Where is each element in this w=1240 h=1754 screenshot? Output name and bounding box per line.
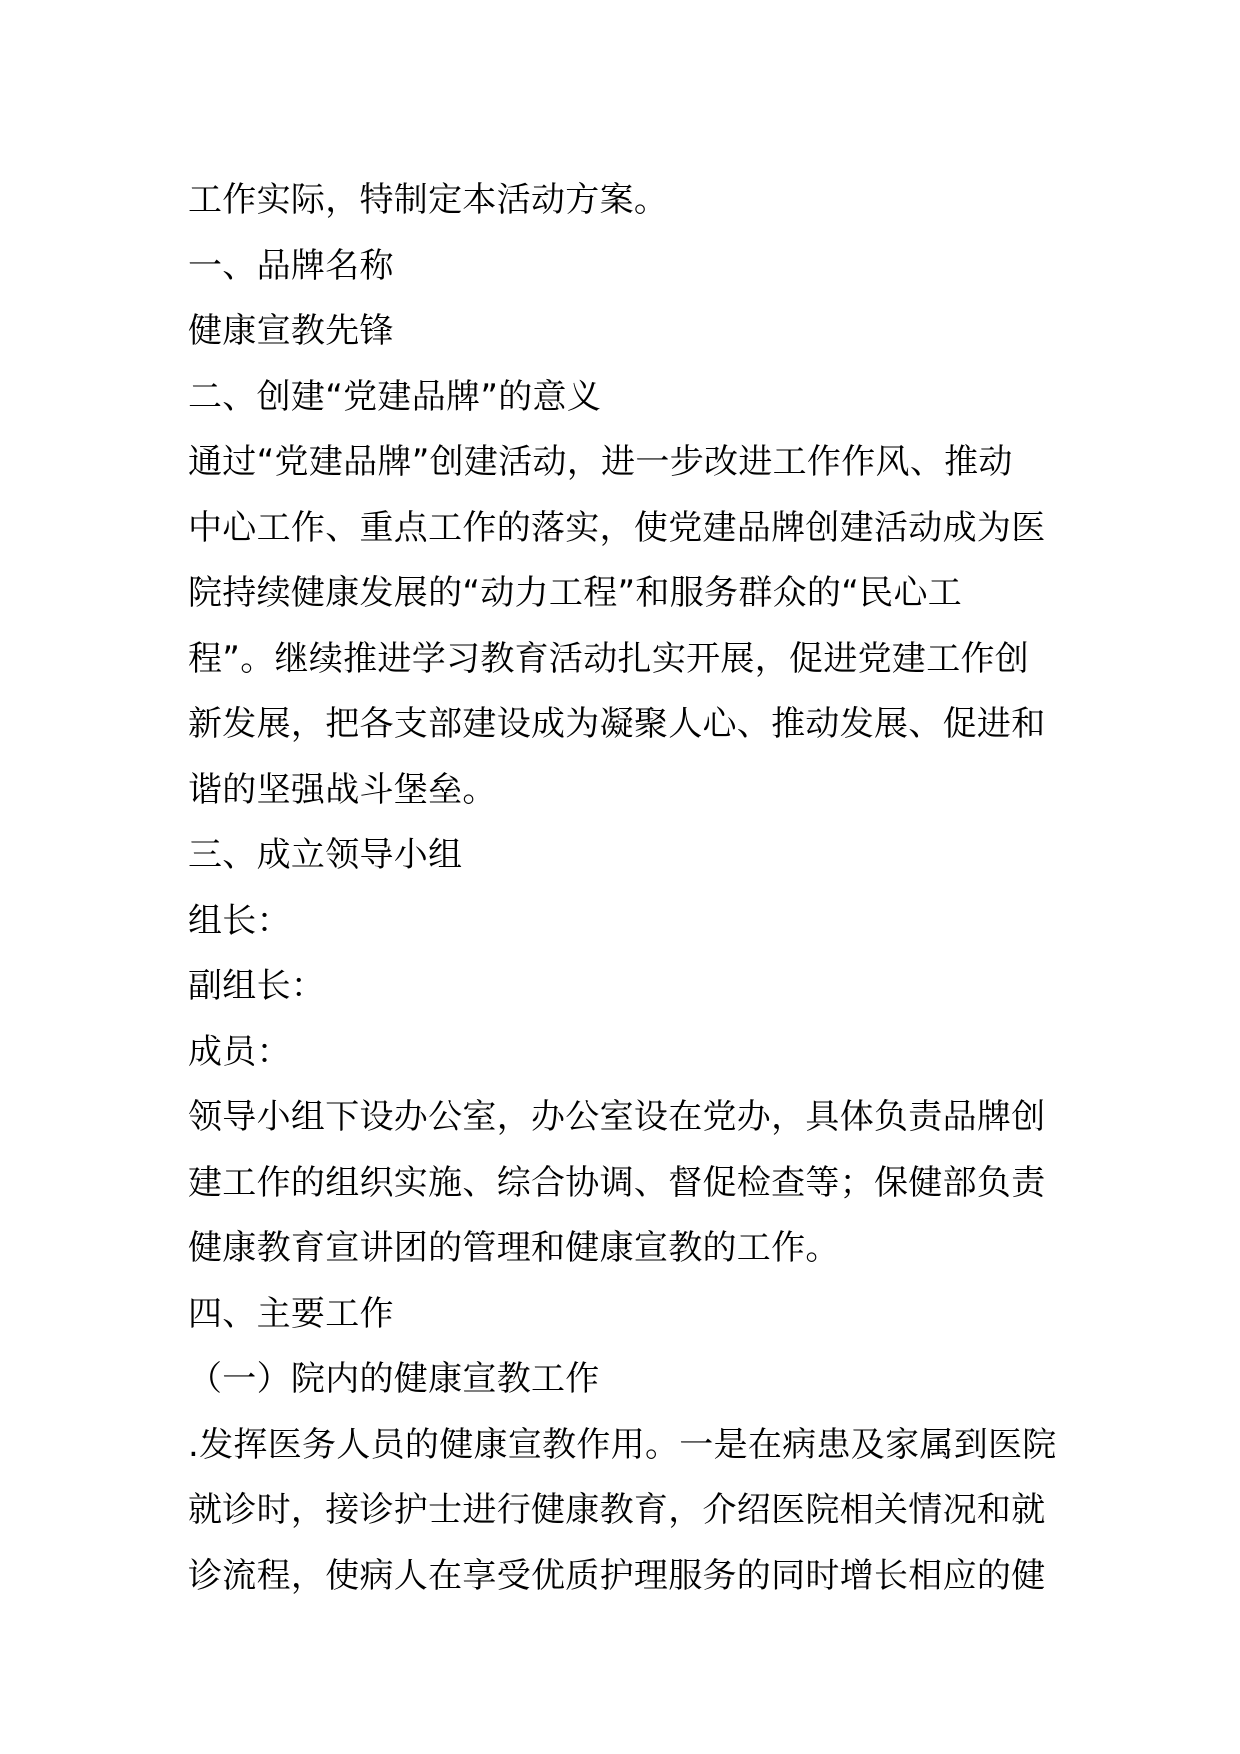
body-text-line: 程”。继续推进学习教育活动扎实开展，促进党建工作创 xyxy=(188,638,1030,679)
body-text-line: 工作实际，特制定本活动方案。 xyxy=(188,180,669,220)
body-text-line: 建工作的组织实施、综合协调、督促检查等；保健部负责 xyxy=(188,1162,1046,1203)
body-text-line: .发挥医务人员的健康宣教作用。一是在病患及家属到医院 xyxy=(188,1424,1057,1465)
body-text-line: 新发展，把各支部建设成为凝聚人心、推动发展、促进和 xyxy=(188,704,1046,744)
section-heading-main-work: 四、主要工作 xyxy=(188,1293,394,1334)
body-text-line: 院持续健康发展的“动力工程”和服务群众的“民心工 xyxy=(188,573,963,613)
members-label: 成员： xyxy=(188,1031,291,1072)
body-text-line: 领导小组下设办公室，办公室设在党办，具体负责品牌创 xyxy=(188,1097,1046,1137)
section-heading-brand-name: 一、品牌名称 xyxy=(188,245,394,286)
document-page xyxy=(188,168,1068,1609)
deputy-leader-label: 副组长： xyxy=(188,966,326,1006)
body-text-line: 诊流程，使病人在享受优质护理服务的同时增长相应的健 xyxy=(188,1555,1046,1596)
body-text-line: 就诊时，接诊护士进行健康教育，介绍医院相关情况和就 xyxy=(188,1490,1046,1530)
body-text-line: 谐的坚强战斗堡垒。 xyxy=(188,769,497,810)
body-text-line: 中心工作、重点工作的落实，使党建品牌创建活动成为医 xyxy=(188,507,1046,548)
section-heading-leadership-group: 三、成立领导小组 xyxy=(188,835,463,875)
subsection-heading-in-hospital: （一）院内的健康宣教工作 xyxy=(188,1359,600,1399)
group-leader-label: 组长： xyxy=(188,900,291,941)
brand-name-text: 健康宣教先锋 xyxy=(188,311,394,351)
body-text-line: 通过“党建品牌”创建活动，进一步改进工作作风、推动 xyxy=(188,442,1013,482)
section-heading-significance: 二、创建“党建品牌”的意义 xyxy=(188,376,602,417)
body-text-line: 健康教育宣讲团的管理和健康宣教的工作。 xyxy=(188,1228,840,1268)
